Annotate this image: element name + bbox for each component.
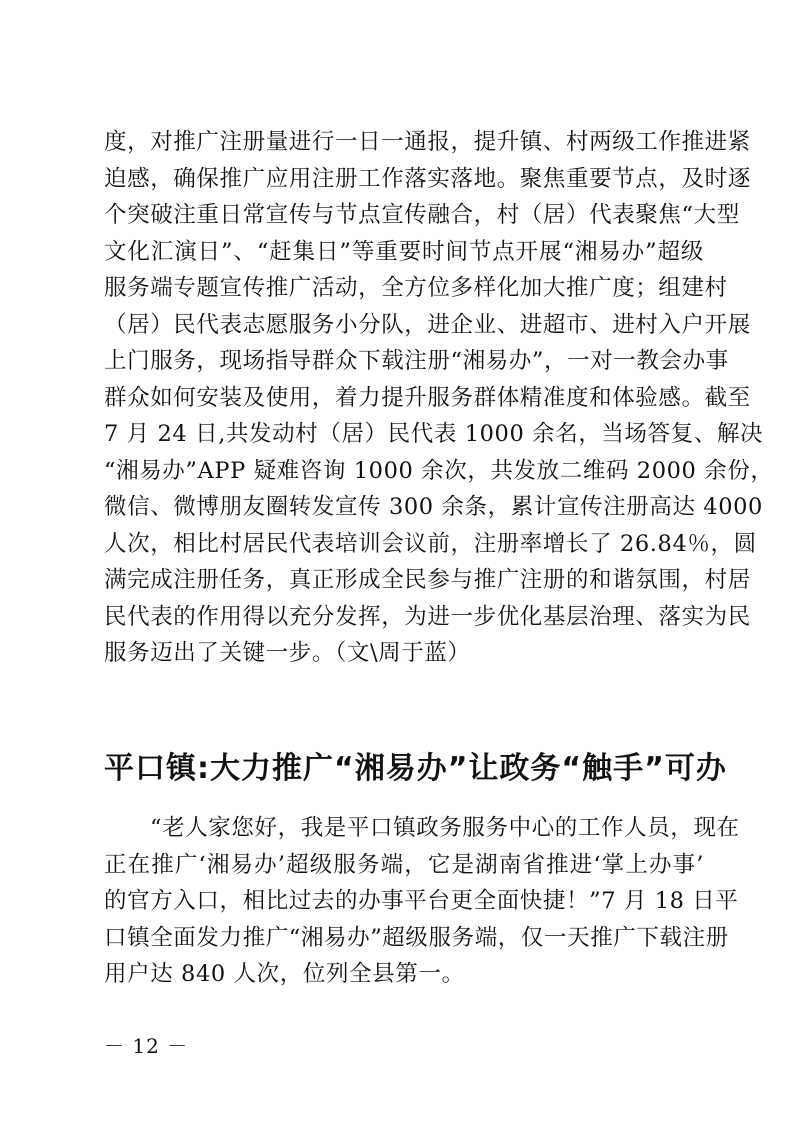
paragraph-line: “老人家您好，我是平口镇政务服务中心的工作人员，现在 [150, 815, 740, 841]
paragraph-line: 满完成注册任务，真正形成全民参与推广注册的和谐氛围，村居 [104, 567, 751, 593]
section-heading: 平口镇:大力推广“湘易办”让政务“触手”可办 [104, 751, 727, 786]
paragraph-line: 服务端专题宣传推广活动，全方位多样化加大推广度；组建村 [104, 275, 728, 301]
paragraph-line: 用户达 840 人次，位列全县第一。 [104, 961, 465, 987]
paragraph-line: 文化汇演日”、“赶集日”等重要时间节点开展“湘易办”超级 [104, 238, 704, 265]
paragraph-line: 个突破注重日常宣传与节点宣传融合，村（居）代表聚焦“大型 [104, 202, 740, 228]
paragraph-line: 度，对推广注册量进行一日一通报，提升镇、村两级工作推进紧 [104, 129, 751, 155]
paragraph-line: 上门服务，现场指导群众下载注册“湘易办”，一对一教会办事 [104, 348, 729, 374]
paragraph-line: 口镇全面发力推广“湘易办”超级服务端，仅一天推广下载注册 [104, 924, 729, 951]
paragraph-line: 迫感，确保推广应用注册工作落实落地。聚焦重要节点，及时逐 [104, 165, 751, 192]
paragraph-line: 微信、微博朋友圈转发宣传 300 余条，累计宣传注册高达 4000 [104, 494, 763, 520]
paragraph-line: 人次，相比村居民代表培训会议前，注册率增长了 26.84％，圆 [104, 530, 757, 557]
body-paragraph-2 [104, 810, 740, 993]
paragraph-line: 民代表的作用得以充分发挥，为进一步优化基层治理、落实为民 [104, 603, 751, 630]
paragraph-line: 群众如何安装及使用，着力提升服务群体精准度和体验感。截至 [104, 384, 751, 411]
page-number: － 12 － [104, 1034, 189, 1058]
paragraph-line: “湘易办”APP 疑难咨询 1000 余次，共发放二维码 2000 余份， [104, 457, 774, 484]
paragraph-line: 服务迈出了关键一步。（文\周于蓝） [104, 640, 471, 666]
paragraph-line: （居）民代表志愿服务小分队，进企业、进超市、进村入户开展 [104, 311, 751, 338]
paragraph-line: 的官方入口，相比过去的办事平台更全面快捷！”7 月 18 日平 [104, 888, 739, 914]
body-paragraph-1 [104, 124, 774, 672]
paragraph-line: 7 月 24 日,共发动村（居）民代表 1000 余名，当场答复、解决 [104, 421, 764, 447]
paragraph-line: 正在推广‘湘易办’超级服务端，它是湖南省推进‘掌上办事’ [104, 851, 704, 878]
